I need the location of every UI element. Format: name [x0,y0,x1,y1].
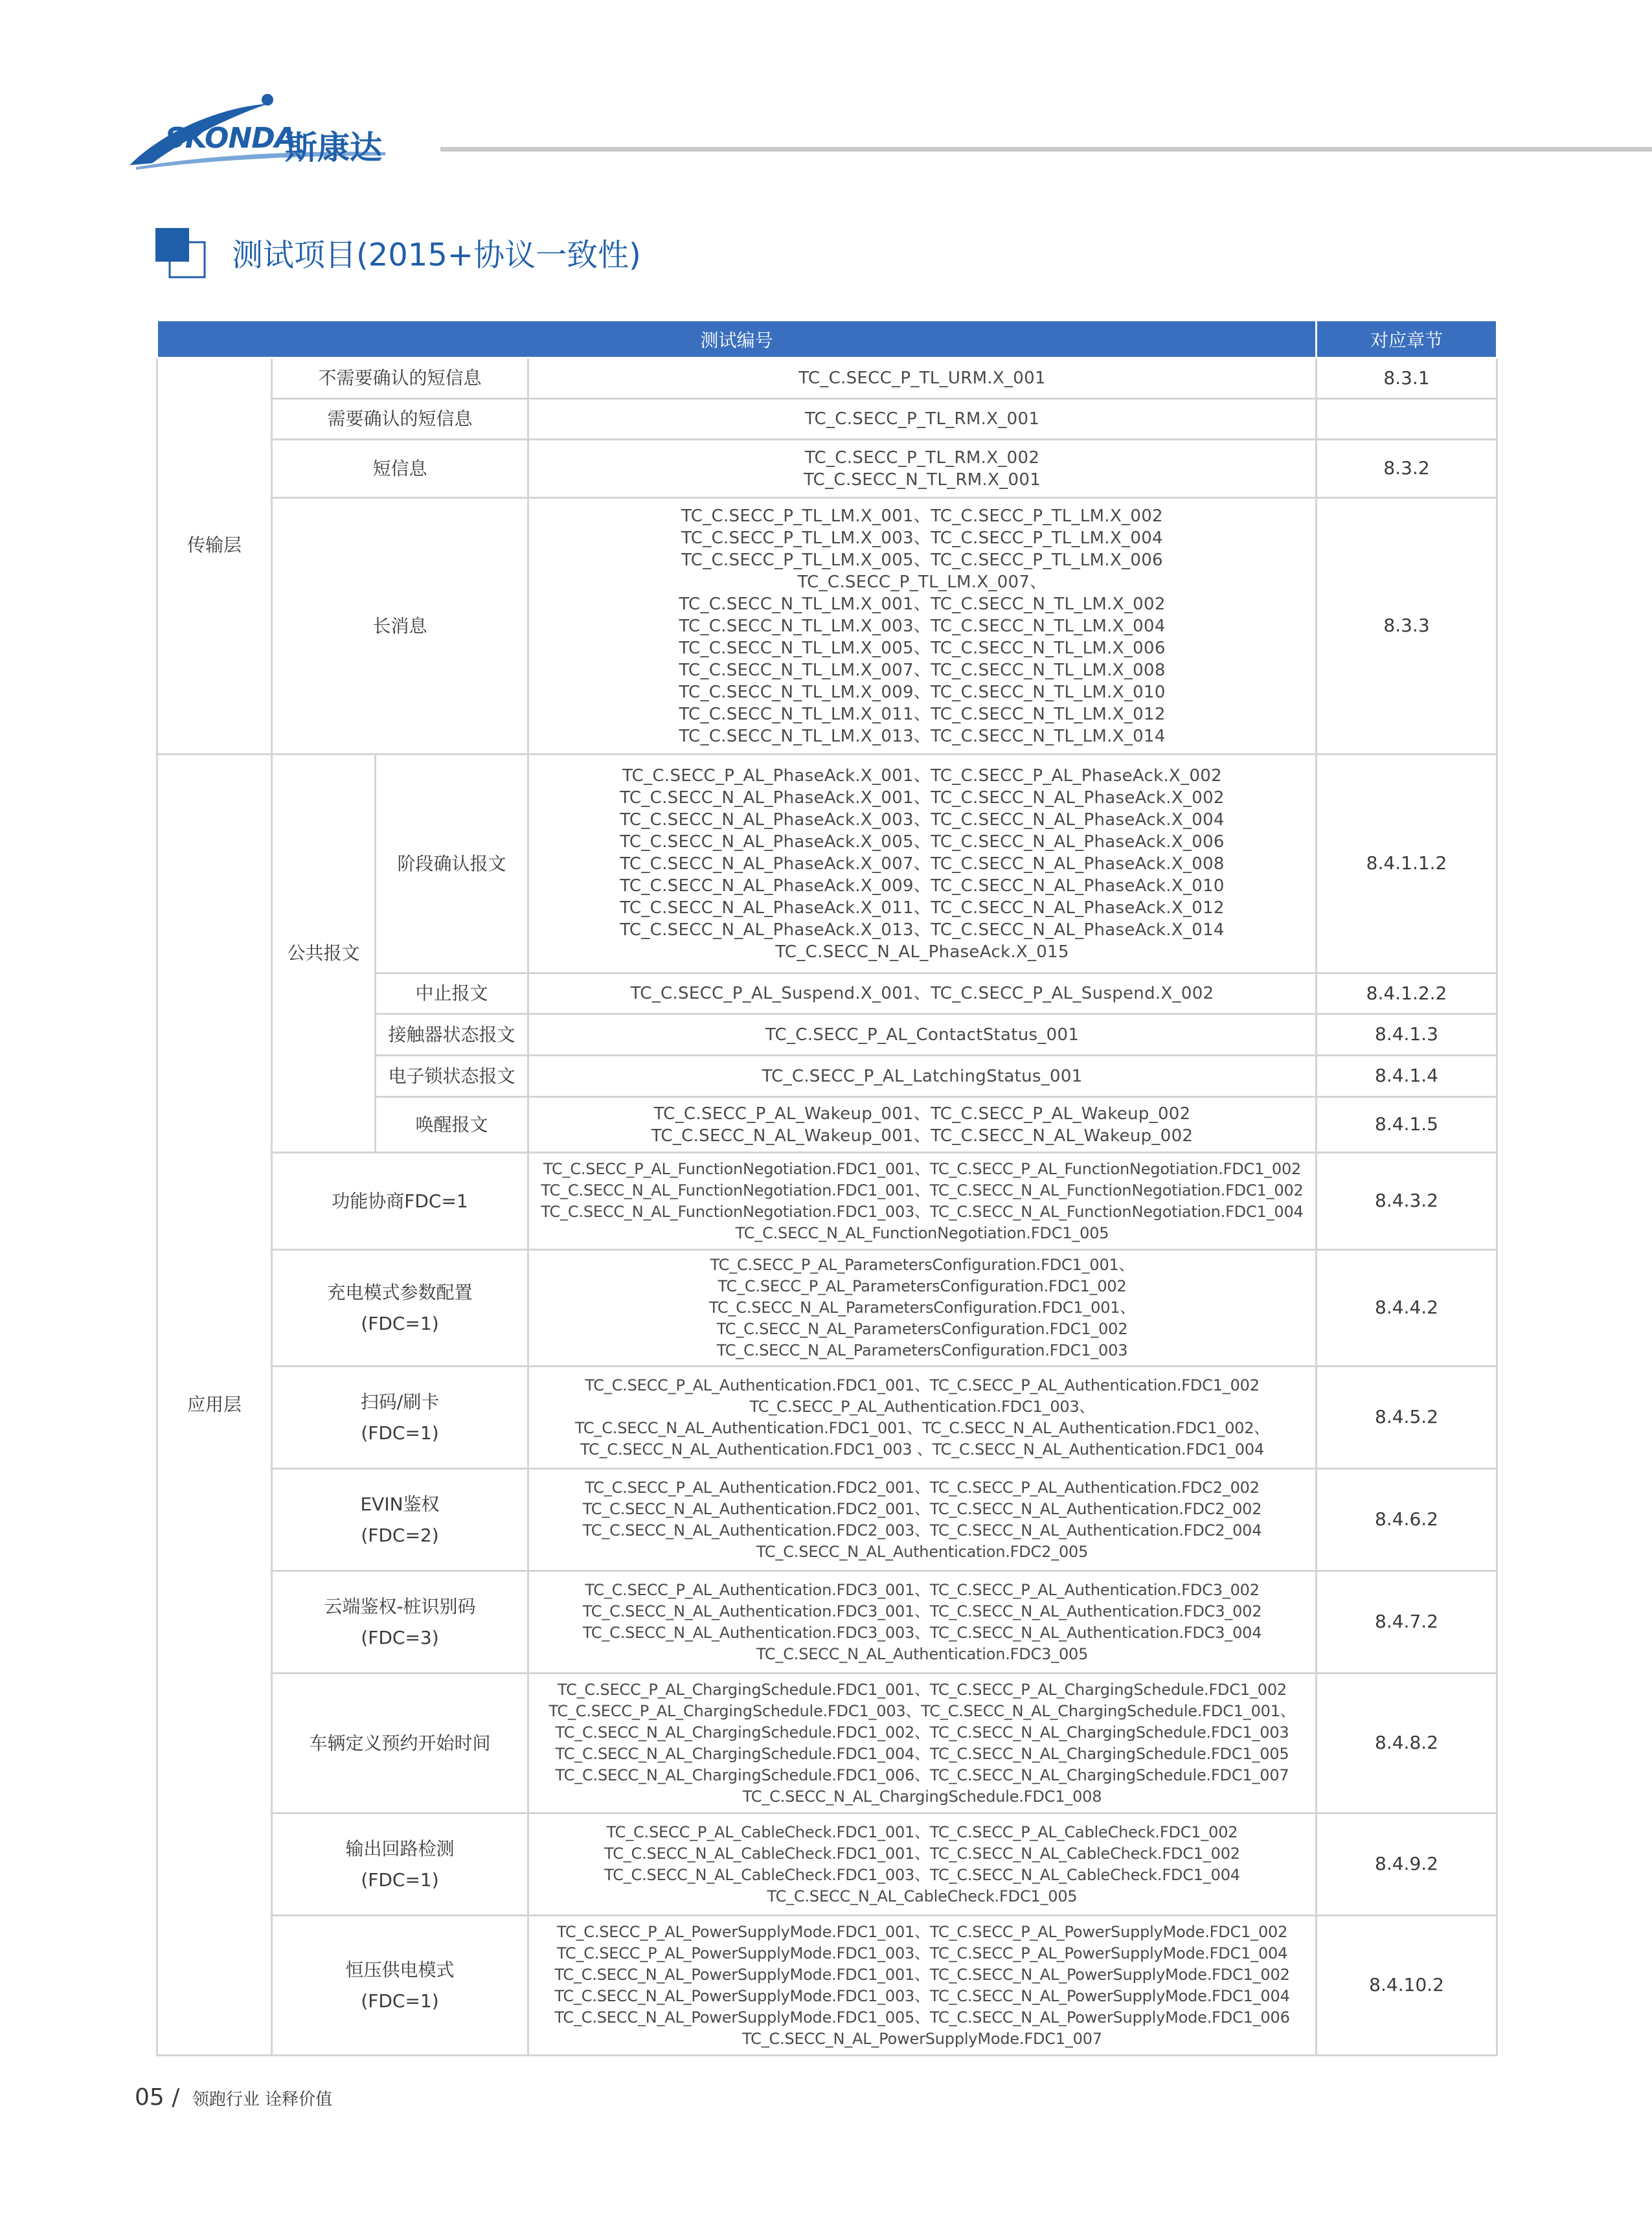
row-codes: TC_C.SECC_P_AL_FunctionNegotiation.FDC1_001、TC_C.SECC_P_AL_FunctionNegotiation.FDC1_002 TC_C.SECC_N_AL_FunctionNegotiation.FDC1_001、TC_C.SECC_N_AL_FunctionNegotiation.FDC1_002 TC_C.SECC_N_AL_FunctionNegotiation.FDC1_003、TC_C.SECC_N_AL_FunctionNegotiation.FDC1_004 TC_C.SECC_N_AL_FunctionNegotiation.FDC1_005 [528,1153,1317,1250]
row-codes: TC_C.SECC_P_AL_PhaseAck.X_001、TC_C.SECC_P_AL_PhaseAck.X_002 TC_C.SECC_N_AL_PhaseAck.X_001、TC_C.SECC_N_AL_PhaseAck.X_002 TC_C.SECC_N_AL_PhaseAck.X_003、TC_C.SECC_N_AL_PhaseAck.X_004 TC_C.SECC_N_AL_PhaseAck.X_005、TC_C.SECC_N_AL_PhaseAck.X_006 TC_C.SECC_N_AL_PhaseAck.X_007、TC_C.SECC_N_AL_PhaseAck.X_008 TC_C.SECC_N_AL_PhaseAck.X_009、TC_C.SECC_N_AL_PhaseAck.X_010 TC_C.SECC_N_AL_PhaseAck.X_011、TC_C.SECC_N_AL_PhaseAck.X_012 TC_C.SECC_N_AL_PhaseAck.X_013、TC_C.SECC_N_AL_PhaseAck.X_014 TC_C.SECC_N_AL_PhaseAck.X_015 [528,755,1317,973]
section-square-icon [155,228,207,280]
row-chapter: 8.4.1.4 [1317,1056,1497,1097]
row-category: 需要确认的短信息 [272,399,528,440]
row-chapter: 8.4.1.1.2 [1317,755,1497,973]
row-codes: TC_C.SECC_P_AL_Authentication.FDC3_001、TC_C.SECC_P_AL_Authentication.FDC3_002 TC_C.SECC_N_AL_Authentication.FDC3_001、TC_C.SECC_N_AL_Authentication.FDC3_002 TC_C.SECC_N_AL_Authentication.FDC3_003、TC_C.SECC_N_AL_Authentication.FDC3_004 TC_C.SECC_N_AL_Authentication.FDC3_005 [528,1571,1317,1674]
layer-application: 应用层 [157,755,272,2056]
row-category: 恒压供电模式 (FDC=1) [272,1916,528,2056]
row-chapter: 8.4.3.2 [1317,1153,1497,1250]
row-codes: TC_C.SECC_P_TL_RM.X_002 TC_C.SECC_N_TL_RM.X_001 [528,440,1317,498]
row-category: 云端鉴权-桩识别码 (FDC=3) [272,1571,528,1674]
row-category: 功能协商FDC=1 [272,1153,528,1250]
row-chapter: 8.3.3 [1317,498,1497,755]
row-codes: TC_C.SECC_P_AL_ContactStatus_001 [528,1014,1317,1056]
table-row [157,358,1497,399]
row-chapter: 8.4.9.2 [1317,1813,1497,1916]
row-codes: TC_C.SECC_P_TL_RM.X_001 [528,399,1317,440]
row-codes: TC_C.SECC_P_AL_Authentication.FDC2_001、TC_C.SECC_P_AL_Authentication.FDC2_002 TC_C.SECC_N_AL_Authentication.FDC2_001、TC_C.SECC_N_AL_Authentication.FDC2_002 TC_C.SECC_N_AL_Authentication.FDC2_003、TC_C.SECC_N_AL_Authentication.FDC2_004 TC_C.SECC_N_AL_Authentication.FDC2_005 [528,1469,1317,1571]
row-chapter: 8.4.8.2 [1317,1674,1497,1813]
row-codes: TC_C.SECC_P_AL_Wakeup_001、TC_C.SECC_P_AL_Wakeup_002 TC_C.SECC_N_AL_Wakeup_001、TC_C.SECC_N_AL_Wakeup_002 [528,1097,1317,1153]
layer-transport: 传输层 [157,358,272,755]
footer-separator: / [172,2084,180,2111]
row-category: 阶段确认报文 [376,755,528,973]
row-category: 中止报文 [376,973,528,1014]
row-chapter [1317,399,1497,440]
row-category: 不需要确认的短信息 [272,358,528,399]
row-category: EVIN鉴权 (FDC=2) [272,1469,528,1571]
group-common: 公共报文 [272,755,376,1153]
table-row [157,1153,1497,1250]
row-category: 车辆定义预约开始时间 [272,1674,528,1813]
header-divider [440,147,1652,152]
header-code: 测试编号 [157,321,1317,358]
table-row [157,1250,1497,1367]
row-category: 扫码/刷卡 (FDC=1) [272,1367,528,1469]
row-chapter: 8.4.10.2 [1317,1916,1497,2056]
table-row [157,1916,1497,2056]
row-codes: TC_C.SECC_P_AL_LatchingStatus_001 [528,1056,1317,1097]
row-codes: TC_C.SECC_P_AL_Authentication.FDC1_001、TC_C.SECC_P_AL_Authentication.FDC1_002 TC_C.SECC_P_AL_Authentication.FDC1_003、 TC_C.SECC_N_AL_Authentication.FDC1_001、TC_C.SECC_N_AL_Authentication.FDC1_002、 TC_C.SECC_N_AL_Authentication.FDC1_003 、TC_C.SECC_N_AL_Authentication.FDC1_004 [528,1367,1317,1469]
row-codes: TC_C.SECC_P_AL_ChargingSchedule.FDC1_001、TC_C.SECC_P_AL_ChargingSchedule.FDC1_002 TC_C.SECC_P_AL_ChargingSchedule.FDC1_003、TC_C.SECC_N_AL_ChargingSchedule.FDC1_001、 TC_C.SECC_N_AL_ChargingSchedule.FDC1_002、TC_C.SECC_N_AL_ChargingSchedule.FDC1_003 TC_C.SECC_N_AL_ChargingSchedule.FDC1_004、TC_C.SECC_N_AL_ChargingSchedule.FDC1_005 TC_C.SECC_N_AL_ChargingSchedule.FDC1_006、TC_C.SECC_N_AL_ChargingSchedule.FDC1_007 TC_C.SECC_N_AL_ChargingSchedule.FDC1_008 [528,1674,1317,1813]
page-footer [135,2084,332,2111]
table-row [157,1571,1497,1674]
row-chapter: 8.3.1 [1317,358,1497,399]
row-codes: TC_C.SECC_P_AL_PowerSupplyMode.FDC1_001、TC_C.SECC_P_AL_PowerSupplyMode.FDC1_002 TC_C.SECC_P_AL_PowerSupplyMode.FDC1_003、TC_C.SECC_P_AL_PowerSupplyMode.FDC1_004 TC_C.SECC_N_AL_PowerSupplyMode.FDC1_001、TC_C.SECC_N_AL_PowerSupplyMode.FDC1_002 TC_C.SECC_N_AL_PowerSupplyMode.FDC1_003、TC_C.SECC_N_AL_PowerSupplyMode.FDC1_004 TC_C.SECC_N_AL_PowerSupplyMode.FDC1_005、TC_C.SECC_N_AL_PowerSupplyMode.FDC1_006 TC_C.SECC_N_AL_PowerSupplyMode.FDC1_007 [528,1916,1317,2056]
row-category: 短信息 [272,440,528,498]
row-category: 电子锁状态报文 [376,1056,528,1097]
row-chapter: 8.4.7.2 [1317,1571,1497,1674]
row-category: 唤醒报文 [376,1097,528,1153]
row-chapter: 8.4.1.5 [1317,1097,1497,1153]
table-row [157,1813,1497,1916]
row-codes: TC_C.SECC_P_TL_URM.X_001 [528,358,1317,399]
row-chapter: 8.4.6.2 [1317,1469,1497,1571]
table-row [157,1674,1497,1813]
row-category: 充电模式参数配置 (FDC=1) [272,1250,528,1367]
row-codes: TC_C.SECC_P_TL_LM.X_001、TC_C.SECC_P_TL_LM.X_002 TC_C.SECC_P_TL_LM.X_003、TC_C.SECC_P_TL_LM.X_004 TC_C.SECC_P_TL_LM.X_005、TC_C.SECC_P_TL_LM.X_006 TC_C.SECC_P_TL_LM.X_007、 TC_C.SECC_N_TL_LM.X_001、TC_C.SECC_N_TL_LM.X_002 TC_C.SECC_N_TL_LM.X_003、TC_C.SECC_N_TL_LM.X_004 TC_C.SECC_N_TL_LM.X_005、TC_C.SECC_N_TL_LM.X_006 TC_C.SECC_N_TL_LM.X_007、TC_C.SECC_N_TL_LM.X_008 TC_C.SECC_N_TL_LM.X_009、TC_C.SECC_N_TL_LM.X_010 TC_C.SECC_N_TL_LM.X_011、TC_C.SECC_N_TL_LM.X_012 TC_C.SECC_N_TL_LM.X_013、TC_C.SECC_N_TL_LM.X_014 [528,498,1317,755]
test-items-table [156,319,1498,2056]
row-chapter: 8.4.1.3 [1317,1014,1497,1056]
row-chapter: 8.4.5.2 [1317,1367,1497,1469]
table-row [157,1367,1497,1469]
footer-slogan: 领跑行业 诠释价值 [192,2090,333,2109]
row-codes: TC_C.SECC_P_AL_CableCheck.FDC1_001、TC_C.SECC_P_AL_CableCheck.FDC1_002 TC_C.SECC_N_AL_CableCheck.FDC1_001、TC_C.SECC_N_AL_CableCheck.FDC1_002 TC_C.SECC_N_AL_CableCheck.FDC1_003、TC_C.SECC_N_AL_CableCheck.FDC1_004 TC_C.SECC_N_AL_CableCheck.FDC1_005 [528,1813,1317,1916]
table-row [157,498,1497,755]
page-number: 05 [135,2084,164,2111]
row-chapter: 8.3.2 [1317,440,1497,498]
table-row [157,755,1497,973]
row-category: 接触器状态报文 [376,1014,528,1056]
row-category: 输出回路检测 (FDC=1) [272,1813,528,1916]
row-codes: TC_C.SECC_P_AL_ParametersConfiguration.FDC1_001、TC_C.SECC_P_AL_ParametersConfiguration.FDC1_002 TC_C.SECC_N_AL_ParametersConfiguration.FDC1_001、TC_C.SECC_N_AL_ParametersConfiguration.FDC1_002 TC_C.SECC_N_AL_ParametersConfiguration.FDC1_003 [528,1250,1317,1367]
brand-logo-text: SKONDA [165,122,296,155]
header-chapter: 对应章节 [1317,321,1497,358]
brand-logo-cn: 斯康达 [285,129,382,166]
table-row [157,399,1497,440]
row-chapter: 8.4.1.2.2 [1317,973,1497,1014]
row-chapter: 8.4.4.2 [1317,1250,1497,1367]
table-row [157,1469,1497,1571]
table-row [157,440,1497,498]
section-title: 测试项目(2015+协议一致性) [232,237,641,273]
row-category: 长消息 [272,498,528,755]
table-header-row [157,321,1497,358]
row-codes: TC_C.SECC_P_AL_Suspend.X_001、TC_C.SECC_P_AL_Suspend.X_002 [528,973,1317,1014]
